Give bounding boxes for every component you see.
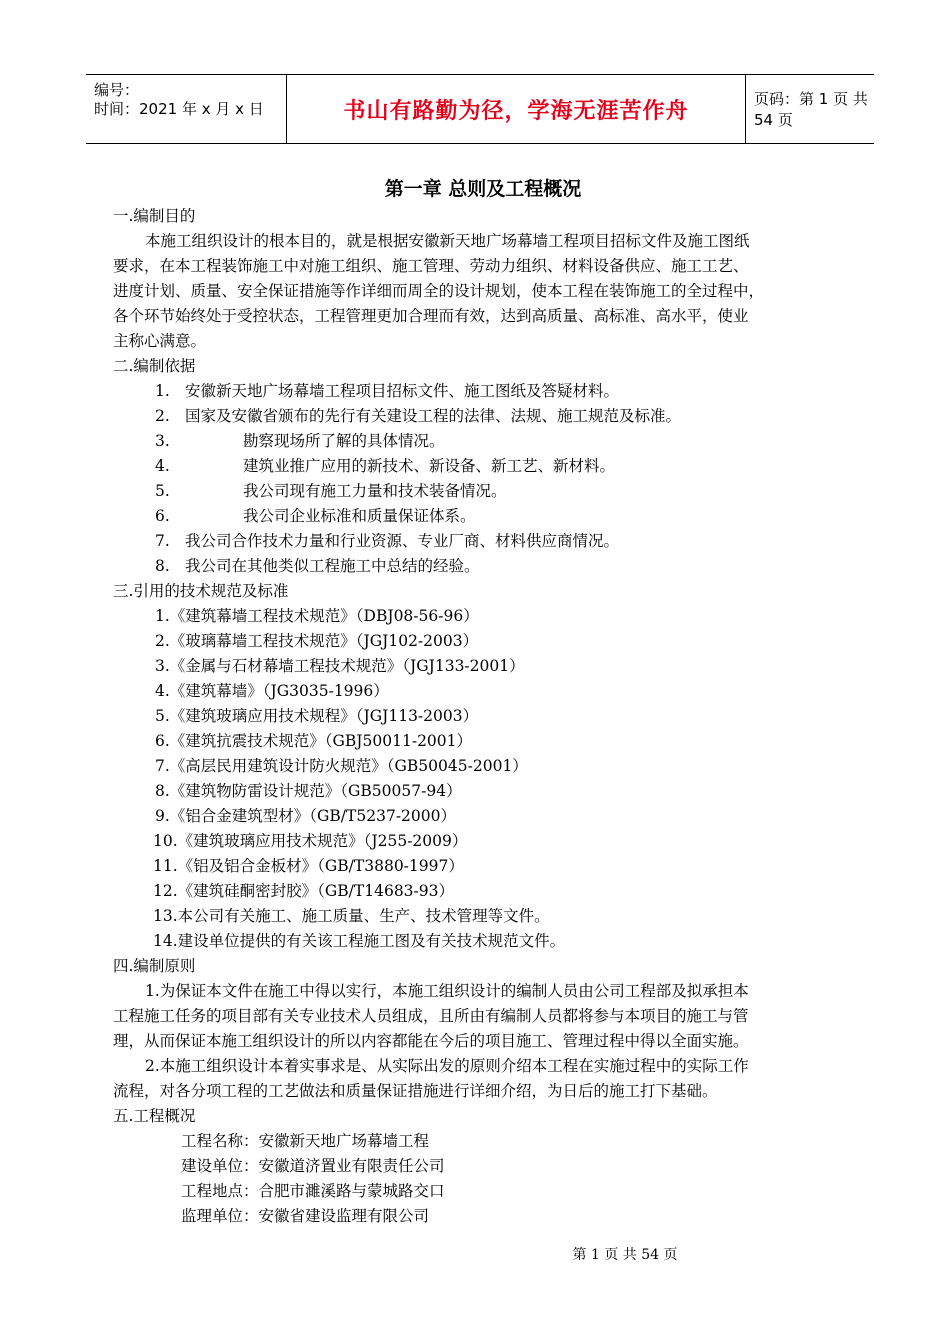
list-item <box>113 479 853 504</box>
standard-item: 4.《建筑幕墙》（JG3035-1996） <box>155 682 389 700</box>
project-info-row: 监理单位：安徽省建设监理有限公司 <box>181 1207 430 1225</box>
list-number: 6. <box>155 507 170 525</box>
header-page-info-cell <box>744 75 874 143</box>
standard-item: 3.《金属与石材幕墙工程技术规范》（JGJ133-2001） <box>155 657 525 675</box>
header-page-info: 页码：第 1 页 共 54 页 <box>754 90 868 129</box>
paragraph-line: 要求，在本工程装饰施工中对施工组织、施工管理、劳动力组织、材料设备供应、施工工艺、 <box>113 257 749 275</box>
list-item <box>113 404 853 429</box>
standard-item: 14.建设单位提供的有关该工程施工图及有关技术规范文件。 <box>153 932 566 950</box>
header-meta <box>86 75 286 143</box>
list-number: 5. <box>155 482 170 500</box>
list-item <box>113 379 853 404</box>
standard-item: 8.《建筑物防雷设计规范》（GB50057-94） <box>155 782 462 800</box>
list-number: 1. <box>155 382 170 400</box>
paragraph-line: 2.本施工组织设计本着实事求是、从实际出发的原则介绍本工程在实施过程中的实际工作 <box>145 1057 749 1075</box>
document-time-label: 时间：2021 年 x 月 x 日 <box>94 100 264 118</box>
paragraph <box>113 229 853 354</box>
header-slogan-cell <box>286 75 746 143</box>
paragraph-line: 主称心满意。 <box>113 332 207 350</box>
paragraph-line: 本施工组织设计的根本目的，就是根据安徽新天地广场幕墙工程项目招标文件及施工图纸 <box>145 232 750 250</box>
paragraph-line: 理，从而保证本施工组织设计的所以内容都能在今后的项目施工、管理过程中得以全面实施。 <box>113 1032 749 1050</box>
standard-item: 2.《玻璃幕墙工程技术规范》（JGJ102-2003） <box>155 632 479 650</box>
document-number-label: 编号： <box>94 81 140 99</box>
list-text: 建筑业推广应用的新技术、新设备、新工艺、新材料。 <box>243 457 616 475</box>
standard-item: 5.《建筑玻璃应用技术规程》（JGJ113-2003） <box>155 707 479 725</box>
standard-item: 12.《建筑硅酮密封胶》（GB/T14683-93） <box>153 882 455 900</box>
paragraph-line: 1.为保证本文件在施工中得以实行，本施工组织设计的编制人员由公司工程部及拟承担本 <box>145 982 749 1000</box>
list-text: 安徽新天地广场幕墙工程项目招标文件、施工图纸及答疑材料。 <box>185 382 620 400</box>
section-heading: 二.编制依据 <box>113 357 196 375</box>
list-item <box>113 529 853 554</box>
document-body <box>113 176 853 1229</box>
section-heading: 一.编制目的 <box>113 207 196 225</box>
page-footer <box>0 1244 950 1264</box>
section-heading: 四.编制原则 <box>113 957 196 975</box>
project-info-row: 建设单位：安徽道济置业有限责任公司 <box>181 1157 445 1175</box>
list-text: 我公司在其他类似工程施工中总结的经验。 <box>185 557 480 575</box>
project-info-row: 工程地点：合肥市濉溪路与蒙城路交口 <box>181 1182 445 1200</box>
list-number: 2. <box>155 407 170 425</box>
list-number: 8. <box>155 557 170 575</box>
project-info-row: 工程名称：安徽新天地广场幕墙工程 <box>181 1132 430 1150</box>
list-text: 我公司现有施工力量和技术装备情况。 <box>243 482 507 500</box>
header-slogan: 书山有路勤为径，学海无涯苦作舟 <box>343 98 689 124</box>
list-number: 7. <box>155 532 170 550</box>
page-header <box>86 74 874 144</box>
list-text: 我公司企业标准和质量保证体系。 <box>243 507 476 525</box>
list-text: 国家及安徽省颁布的先行有关建设工程的法律、法规、施工规范及标准。 <box>185 407 682 425</box>
standard-item: 10.《建筑玻璃应用技术规范》（J255-2009） <box>153 832 468 850</box>
list-item <box>113 504 853 529</box>
list-number: 3. <box>155 432 170 450</box>
list-text: 我公司合作技术力量和行业资源、专业厂商、材料供应商情况。 <box>185 532 620 550</box>
list-text: 勘察现场所了解的具体情况。 <box>243 432 445 450</box>
standard-item: 9.《铝合金建筑型材》（GB/T5237-2000） <box>155 807 457 825</box>
paragraph-line: 各个环节始终处于受控状态，工程管理更加合理而有效，达到高质量、高标准、高水平，使业 <box>113 307 749 325</box>
list-item <box>113 454 853 479</box>
list-number: 4. <box>155 457 170 475</box>
standard-item: 1.《建筑幕墙工程技术规范》（DBJ08-56-96） <box>155 607 479 625</box>
paragraph-line: 工程施工任务的项目部有关专业技术人员组成，且所由有编制人员都将参与本项目的施工与管 <box>113 1007 749 1025</box>
chapter-title: 第一章 总则及工程概况 <box>384 178 582 200</box>
standard-item: 7.《高层民用建筑设计防火规范》（GB50045-2001） <box>155 757 528 775</box>
footer-page-number: 第 1 页 共 54 页 <box>572 1247 678 1263</box>
list-item <box>113 554 853 579</box>
standard-item: 11.《铝及铝合金板材》（GB/T3880-1997） <box>153 857 464 875</box>
section-heading: 三.引用的技术规范及标准 <box>113 582 289 600</box>
list-item <box>113 429 853 454</box>
section-heading: 五.工程概况 <box>113 1107 196 1125</box>
standard-item: 13.本公司有关施工、施工质量、生产、技术管理等文件。 <box>153 907 550 925</box>
paragraph-line: 流程，对各分项工程的工艺做法和质量保证措施进行详细介绍，为日后的施工打下基础。 <box>113 1082 718 1100</box>
paragraph-line: 进度计划、质量、安全保证措施等作详细而周全的设计规划，使本工程在装饰施工的全过程中， <box>113 282 765 300</box>
standard-item: 6.《建筑抗震技术规范》（GBJ50011-2001） <box>155 732 473 750</box>
